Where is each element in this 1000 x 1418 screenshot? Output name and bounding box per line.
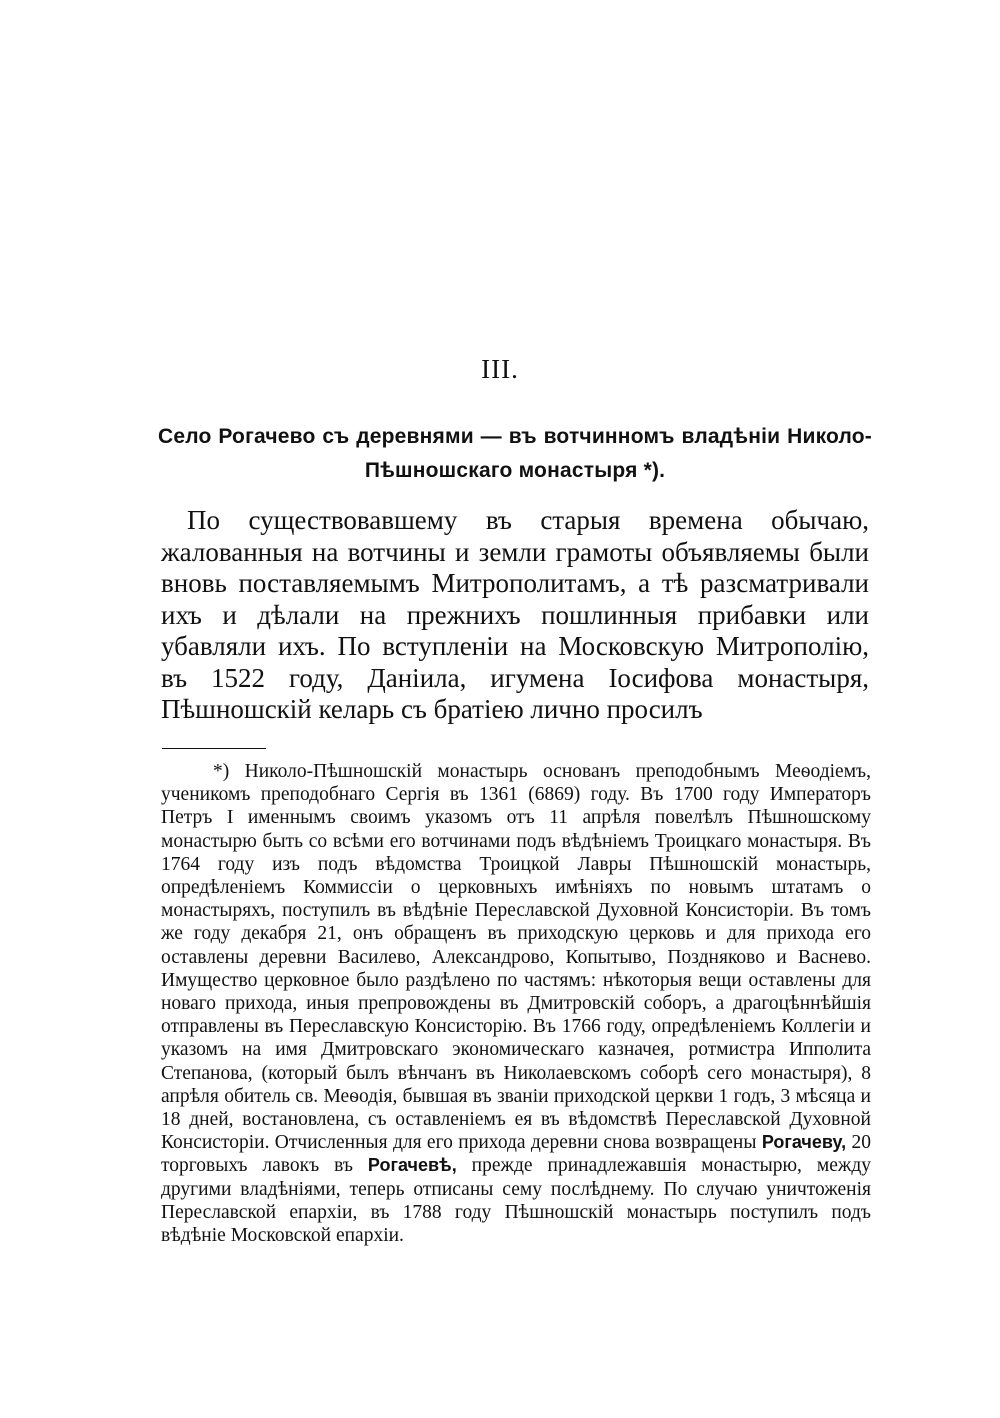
body-paragraph: По существовавшему въ старыя времена обычаю, жалованныя на вотчины и земли грамоты объявляемы были вновь поставляемымъ Митрополитамъ, а тѣ разсматривали ихъ и дѣлали на прежнихъ пошлинныя прибавки или убавляли ихъ. По вступленіи на Московскую Митрополію, въ 1522 году, Даніила, игумена Іосифова монастыря, Пѣшношскій келарь съ братіею лично просилъ	[161, 505, 869, 724]
footnote-text-part-2: 20 торговыхъ лавокъ въ	[161, 1132, 872, 1177]
footnote-text-part-1: *) Николо-Пѣшношскій монастырь основанъ преподобнымъ Меѳодіемъ, ученикомъ преподобнаго Сергія въ 1361 (6869) году. Въ 1700 году Императоръ Петръ I именнымъ своимъ указомъ отъ 11 апрѣля повелѣлъ Пѣшношскому монастырю быть со всѣми его вотчинами подъ вѣдѣніемъ Троицкаго монастыря. Въ 1764 году изъ подъ вѣдомства Троицкой Лавры Пѣшношскій монастырь, опредѣленіемъ Коммиссіи о церковныхъ имѣніяхъ по новымъ штатамъ о монастыряхъ, поступилъ въ вѣдѣніе Переславской Духовной Консисторіи. Въ томъ же году декабря 21, онъ обращенъ въ приходскую церковь и для прихода его оставлены деревни Василево, Александрово, Копытыво, Поздняково и Васнево. Имущество церковное было раздѣлено по частямъ: нѣкоторыя вещи оставлены для новаго прихода, иныя препровождены въ Дмитровскій соборъ, а драгоцѣннѣйшія отправлены въ Переславскую Консисторію. Въ 1766 году, опредѣленіемъ Коллегіи и указомъ на имя Дмитровскаго экономическаго казначея, ротмистра Ипполита Степанова, (который былъ вѣнчанъ въ Николаевскомъ соборѣ сего монастыря), 8 апрѣля обитель св. Меѳодія, бывшая въ званіи приходской церкви 1 годъ, 3 мѣсяца и 18 дней, востановлена, съ оставленіемъ ея въ вѣдомствѣ Переславской Духовной Консисторіи. Отчисленныя для его прихода деревни снова возвращены	[161, 761, 871, 1154]
footnote-text-part-3: прежде принадлежавшія монастырю, между другими владѣніями, теперь отписаны сему послѣднему. По случаю уничтоженія Переславской епархіи, въ 1788 году Пѣшношскій монастырь поступилъ подъ вѣдѣніе Московской епархіи.	[161, 1155, 872, 1247]
footnote	[161, 760, 871, 1247]
footnote-bold-rogachevu: Рогачеву,	[761, 1132, 847, 1153]
chapter-number: III.	[481, 354, 519, 384]
chapter-title: Село Рогачево съ деревнями — въ вотчинномъ владѣніи Николо-Пѣшношскаго монастыря *).	[158, 425, 872, 482]
footnote-bold-rogacheve: Рогачевѣ,	[367, 1155, 457, 1176]
footnote-separator	[162, 748, 266, 749]
